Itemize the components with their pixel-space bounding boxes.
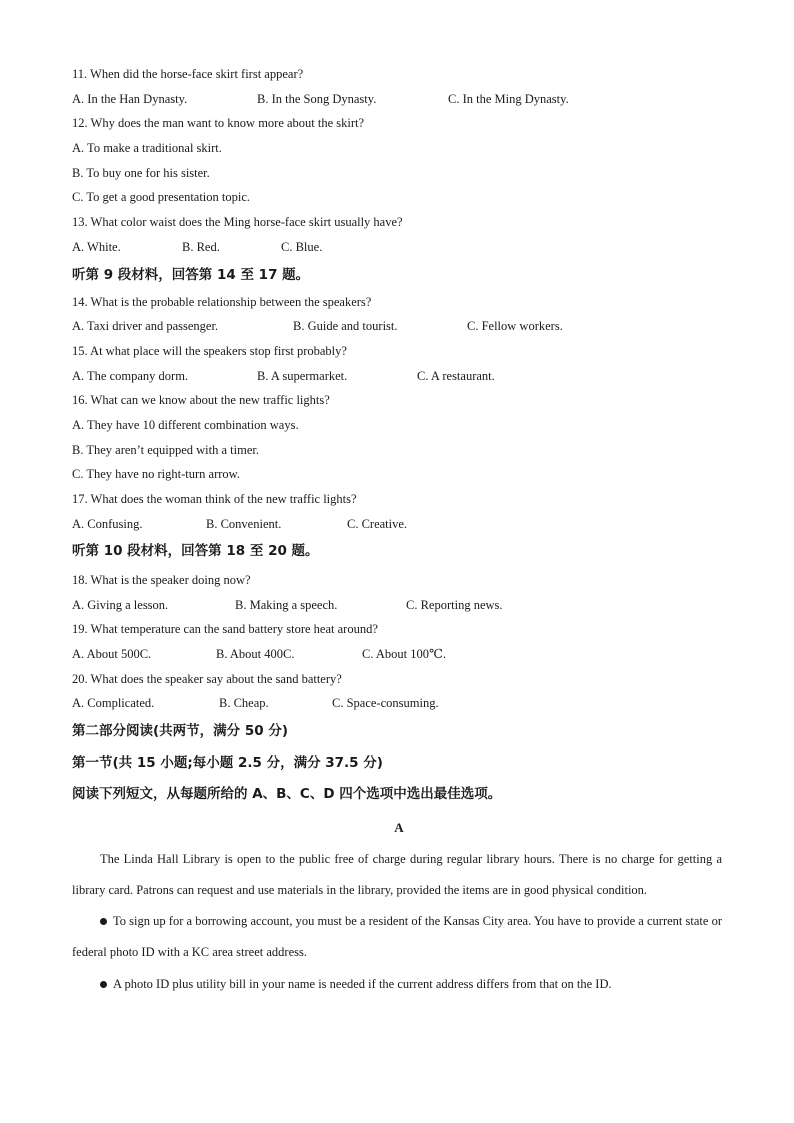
question-11-stem: 11. When did the horse-face skirt first appear?	[72, 67, 304, 81]
option-c: C. Reporting news.	[406, 597, 503, 612]
bullet-text: To sign up for a borrowing account, you must be a resident of the Kansas City area. You have to provide a current state or federal photo ID with a KC area street address.	[72, 914, 722, 960]
option-a: A. Giving a lesson.	[72, 597, 169, 612]
option-c: C. Space-consuming.	[332, 696, 439, 711]
option-c: C. In the Ming Dynasty.	[448, 91, 569, 106]
option-c: C. About 100℃.	[362, 646, 447, 661]
option-a: A. White.	[72, 239, 121, 254]
option-b: B. Convenient.	[206, 516, 282, 531]
bullet-dot-icon	[100, 918, 107, 925]
part-heading: 第二部分阅读(共两节，满分 50 分)	[72, 723, 289, 739]
option-b: B. They aren’t equipped with a timer.	[72, 442, 259, 457]
option-b: B. Red.	[182, 239, 220, 254]
question-13-stem: 13. What color waist does the Ming horse-face skirt usually have?	[72, 215, 403, 230]
question-19-stem: 19. What temperature can the sand battery store heat around?	[72, 622, 378, 637]
option-b: B. In the Song Dynasty.	[257, 91, 377, 106]
passage-intro	[72, 844, 722, 907]
option-c: C. Creative.	[347, 516, 408, 531]
question-20-options	[72, 691, 722, 716]
bullet-dot-icon	[100, 981, 107, 988]
option-b: B. To buy one for his sister.	[72, 165, 210, 180]
question-17-stem: 17. What does the woman think of the new traffic lights?	[72, 492, 357, 506]
exam-page	[72, 62, 722, 1000]
option-b: B. A supermarket.	[257, 368, 348, 383]
section-heading-10: 听第 10 段材料，回答第 18 至 20 题。	[72, 543, 319, 560]
option-c: C. Fellow workers.	[467, 319, 563, 334]
bullet-item-1	[72, 906, 722, 969]
option-b: B. Cheap.	[219, 696, 269, 711]
option-a: A. About 500C.	[72, 646, 152, 661]
option-b: B. Making a speech.	[235, 597, 338, 612]
question-16-stem: 16. What can we know about the new traffic lights?	[72, 393, 330, 408]
question-20-stem: 20. What does the speaker say about the sand battery?	[72, 671, 342, 686]
option-b: B. About 400C.	[216, 646, 295, 661]
option-a: A. Confusing.	[72, 516, 143, 531]
option-b: B. Guide and tourist.	[293, 319, 398, 334]
question-18-options	[72, 593, 722, 618]
question-14-stem: 14. What is the probable relationship between the speakers?	[72, 294, 372, 309]
option-a: A. In the Han Dynasty.	[72, 91, 188, 106]
instruction-heading: 阅读下列短文，从每题所给的 A、B、C、D 四个选项中选出最佳选项。	[72, 786, 502, 802]
option-a: A. The company dorm.	[72, 368, 189, 383]
question-17-options	[72, 512, 722, 537]
passage-letter: A	[394, 819, 404, 835]
section-heading: 第一节(共 15 小题;每小题 2.5 分，满分 37.5 分)	[72, 754, 383, 771]
option-a: A. Complicated.	[72, 696, 155, 711]
option-c: C. Blue.	[281, 239, 323, 254]
question-15-options	[72, 364, 722, 389]
question-11-options	[72, 87, 722, 112]
question-14-options	[72, 314, 722, 339]
passage-intro-text: The Linda Hall Library is open to the public free of charge during regular library hours. There is no charge for getting a library card. Patrons can request and use materials in the library, provided the items are in good physical condition.	[72, 851, 722, 897]
question-19-options	[72, 642, 722, 667]
option-a: A. They have 10 different combination ways.	[72, 417, 299, 432]
question-15-stem: 15. At what place will the speakers stop first probably?	[72, 343, 347, 358]
option-c: C. A restaurant.	[417, 368, 495, 383]
option-a: A. Taxi driver and passenger.	[72, 319, 219, 334]
option-a: A. To make a traditional skirt.	[72, 141, 222, 156]
bullet-item-2	[72, 969, 722, 1000]
bullet-text: A photo ID plus utility bill in your name is needed if the current address differs from that on the ID.	[113, 976, 612, 991]
question-13-options	[72, 235, 722, 260]
question-12-stem: 12. Why does the man want to know more about the skirt?	[72, 116, 365, 131]
option-c: C. To get a good presentation topic.	[72, 190, 251, 205]
section-heading-9: 听第 9 段材料，回答第 14 至 17 题。	[72, 266, 310, 283]
option-c: C. They have no right-turn arrow.	[72, 467, 241, 482]
question-18-stem: 18. What is the speaker doing now?	[72, 572, 251, 587]
